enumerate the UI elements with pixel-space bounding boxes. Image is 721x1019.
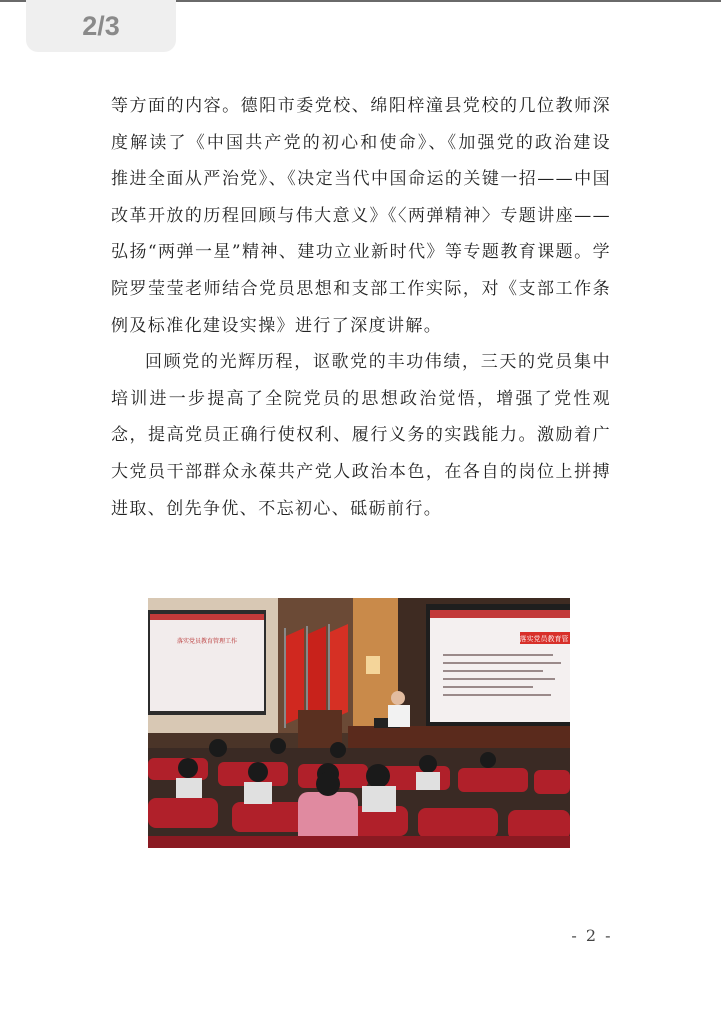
- left-slide-title: 落实党员教育管理工作: [176, 638, 238, 645]
- paragraph-2: 回顾党的光辉历程，讴歌党的丰功伟绩，三天的党员集中培训进一步提高了全院党员的思想政治觉悟，增强了党性观念，提高党员正确行使权利、履行义务的实践能力。激励着广大党员干部群众永葆共产党人政治本色，在各自的岗位上拼搏进取、创先争优、不忘初心、砥砺前行。: [111, 352, 611, 519]
- training-photo: [148, 598, 570, 848]
- document-body: [111, 88, 611, 527]
- right-slide-title: 落实党员教育管: [519, 635, 569, 643]
- page-indicator[interactable]: 2/3: [26, 0, 176, 52]
- paragraph-1: 等方面的内容。德阳市委党校、绵阳梓潼县党校的几位教师深度解读了《中国共产党的初心和使命》、《加强党的政治建设 推进全面从严治党》、《决定当代中国命运的关键一招——中国改革开放的历程回顾与伟大意义》《〈两弹精神〉专题讲座——弘扬“两弹一星”精神、建功立业新时代》等专题教育课题。学院罗莹莹老师结合党员思想和支部工作实际，对《支部工作条例及标准化建设实操》进行了深度讲解。: [111, 96, 611, 336]
- page-number: - 2 -: [571, 926, 613, 945]
